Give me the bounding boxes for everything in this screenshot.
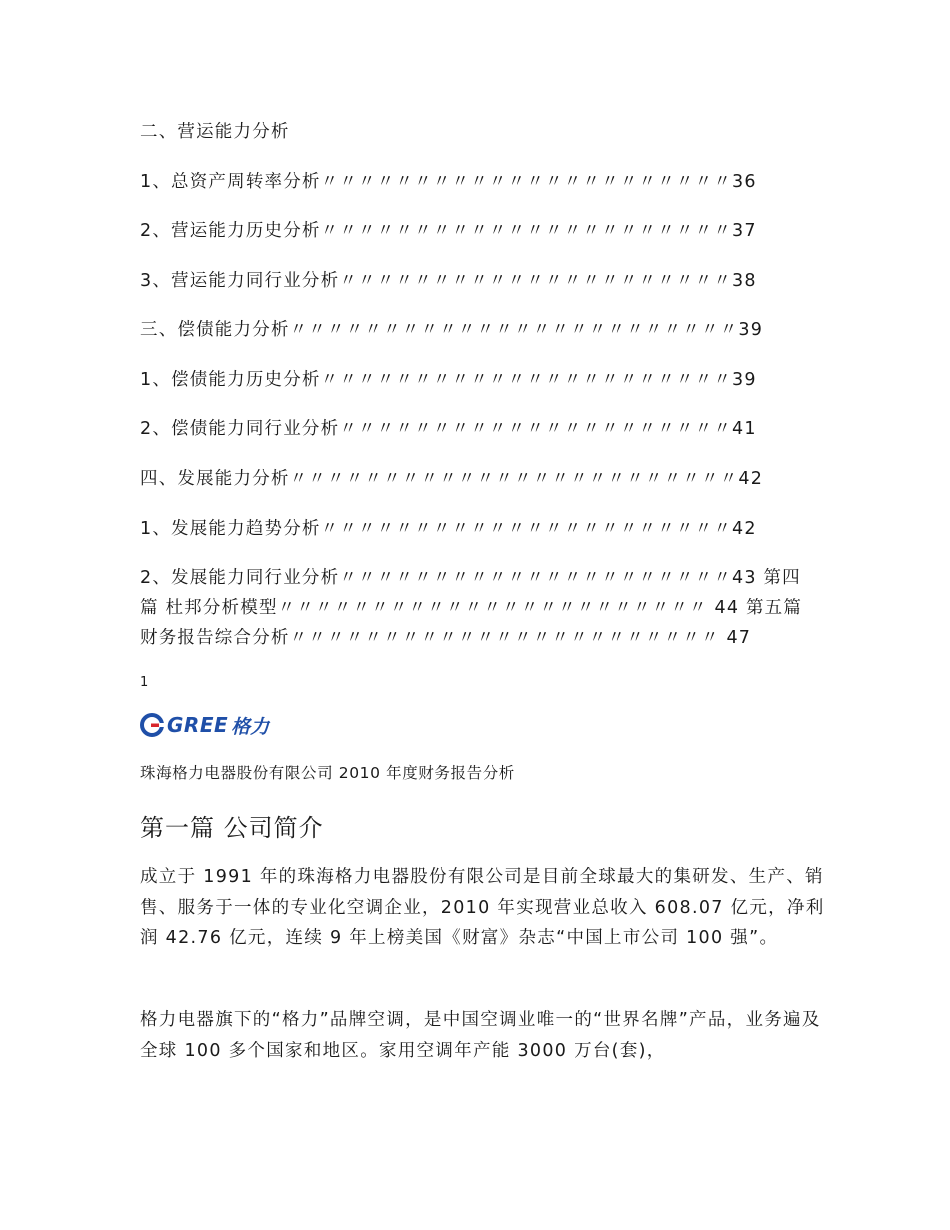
toc-item-operations-peer: 3、营运能力同行业分析〃〃〃〃〃〃〃〃〃〃〃〃〃〃〃〃〃〃〃〃〃38 bbox=[140, 271, 757, 291]
page-number: 1 bbox=[140, 675, 149, 690]
toc-item-solvency-history: 1、偿债能力历史分析〃〃〃〃〃〃〃〃〃〃〃〃〃〃〃〃〃〃〃〃〃〃39 bbox=[140, 370, 757, 390]
toc-heading-operations: 二、营运能力分析 bbox=[140, 122, 290, 142]
toc-item-growth-peer-combined: 2、发展能力同行业分析〃〃〃〃〃〃〃〃〃〃〃〃〃〃〃〃〃〃〃〃〃43 第四篇 杜邦分析模型〃〃〃〃〃〃〃〃〃〃〃〃〃〃〃〃〃〃〃〃〃〃〃 44 第五篇 财务报告综合分析〃〃〃〃〃〃〃〃〃〃〃〃〃〃〃〃〃〃〃〃〃〃〃 47 bbox=[140, 568, 803, 648]
toc-item-operations-history: 2、营运能力历史分析〃〃〃〃〃〃〃〃〃〃〃〃〃〃〃〃〃〃〃〃〃〃37 bbox=[140, 221, 757, 241]
report-header-title: 珠海格力电器股份有限公司 2010 年度财务报告分析 bbox=[140, 764, 515, 782]
toc-heading-growth: 四、发展能力分析〃〃〃〃〃〃〃〃〃〃〃〃〃〃〃〃〃〃〃〃〃〃〃〃42 bbox=[140, 469, 764, 489]
toc-item-solvency-peer: 2、偿债能力同行业分析〃〃〃〃〃〃〃〃〃〃〃〃〃〃〃〃〃〃〃〃〃41 bbox=[140, 419, 757, 439]
toc-item-total-asset-turnover: 1、总资产周转率分析〃〃〃〃〃〃〃〃〃〃〃〃〃〃〃〃〃〃〃〃〃〃36 bbox=[140, 172, 757, 192]
section-title: 第一篇 公司简介 bbox=[140, 814, 324, 842]
logo-wordmark: GREE bbox=[167, 713, 229, 737]
gree-logo-mark-icon bbox=[140, 713, 164, 737]
intro-paragraph-1: 成立于 1991 年的珠海格力电器股份有限公司是目前全球最大的集研发、生产、销售、服务于一体的专业化空调企业，2010 年实现营业总收入 608.07 亿元，净利润 42.76 亿元，连续 9 年上榜美国《财富》杂志“中国上市公司 100 强”。 bbox=[140, 867, 825, 948]
toc-heading-solvency: 三、偿债能力分析〃〃〃〃〃〃〃〃〃〃〃〃〃〃〃〃〃〃〃〃〃〃〃〃39 bbox=[140, 320, 764, 340]
intro-paragraph-2: 格力电器旗下的“格力”品牌空调，是中国空调业唯一的“世界名牌”产品，业务遍及全球 100 多个国家和地区。家用空调年产能 3000 万台(套)， bbox=[140, 1010, 821, 1061]
logo-chinese-name: 格力 bbox=[231, 715, 270, 738]
gree-logo bbox=[140, 710, 269, 740]
toc-item-growth-trend: 1、发展能力趋势分析〃〃〃〃〃〃〃〃〃〃〃〃〃〃〃〃〃〃〃〃〃〃42 bbox=[140, 519, 757, 539]
